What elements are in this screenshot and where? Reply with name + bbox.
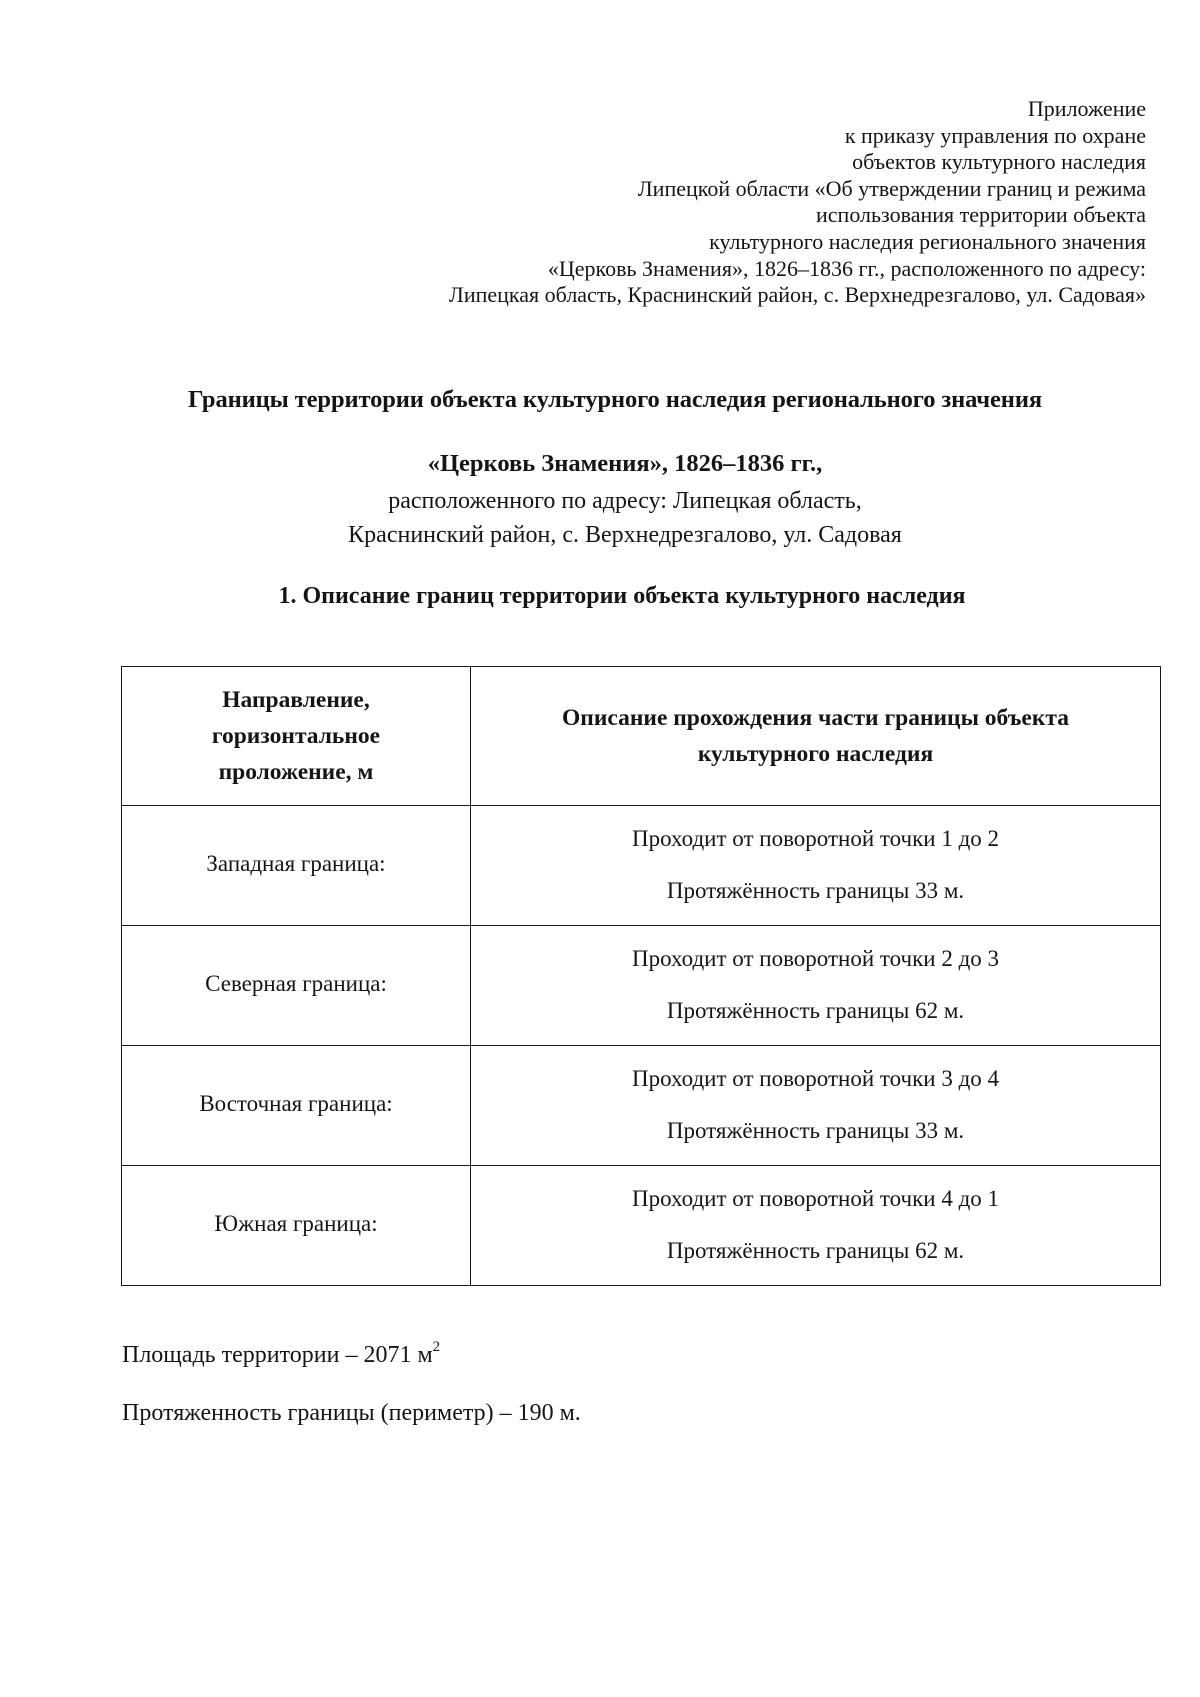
- header-text: проложение, м: [218, 759, 374, 785]
- document-title: Границы территории объекта культурного наследия регионального значения: [187, 386, 1042, 413]
- boundary-description: [471, 806, 1161, 926]
- appendix-line: Липецкая область, Краснинский район, с. Верхнедрезгалово, ул. Садовая»: [448, 282, 1146, 308]
- object-address: [0, 484, 1200, 552]
- boundary-direction: Восточная граница:: [122, 1046, 471, 1166]
- header-text: культурного наследия: [697, 741, 934, 767]
- perimeter-summary: Протяженность границы (периметр) – 190 м.: [122, 1400, 581, 1426]
- boundary-length: Протяжённость границы 62 м.: [666, 997, 965, 1023]
- boundary-description: [471, 1166, 1161, 1286]
- table-row: [122, 1046, 1161, 1166]
- appendix-line: к приказу управления по охране: [844, 122, 1146, 148]
- section-heading: 1. Описание границ территории объекта культурного наследия: [278, 583, 966, 609]
- header-text: Направление,: [222, 687, 370, 713]
- area-text: Площадь территории – 2071 м: [122, 1342, 433, 1368]
- appendix-header: [326, 96, 1146, 309]
- boundary-direction: Северная граница:: [122, 926, 471, 1046]
- boundary-length: Протяжённость границы 33 м.: [666, 877, 965, 903]
- boundary-direction: Западная граница:: [122, 806, 471, 926]
- boundary-passes: Проходит от поворотной точки 3 до 4: [631, 1065, 1000, 1091]
- table-row: [122, 1166, 1161, 1286]
- boundary-passes: Проходит от поворотной точки 2 до 3: [631, 945, 1000, 971]
- object-name: «Церковь Знамения», 1826–1836 гг.,: [427, 450, 823, 477]
- boundary-length: Протяжённость границы 62 м.: [666, 1237, 965, 1263]
- address-line: расположенного по адресу: Липецкая область,: [388, 488, 862, 514]
- boundary-passes: Проходит от поворотной точки 4 до 1: [631, 1185, 1000, 1211]
- area-summary: [122, 1339, 441, 1369]
- appendix-line: Приложение: [1027, 96, 1146, 121]
- header-text: горизонтальное: [211, 723, 381, 749]
- address-line: Краснинский район, с. Верхнедрезгалово, ул. Садовая: [348, 522, 902, 548]
- table-row: [122, 806, 1161, 926]
- boundary-length: Протяжённость границы 33 м.: [666, 1117, 965, 1143]
- boundary-direction: Южная граница:: [122, 1166, 471, 1286]
- header-text: Описание прохождения части границы объекта: [562, 705, 1069, 731]
- direction-column-header: [122, 667, 471, 806]
- appendix-line: Липецкой области «Об утверждении границ и режима: [637, 175, 1146, 201]
- area-superscript: 2: [432, 1339, 441, 1355]
- appendix-line: «Церковь Знамения», 1826–1836 гг., расположенного по адресу:: [547, 255, 1146, 281]
- appendix-line: объектов культурного наследия: [852, 149, 1146, 175]
- boundary-description: [471, 926, 1161, 1046]
- table-header-row: [122, 667, 1161, 806]
- appendix-line: использования территории объекта: [816, 202, 1146, 228]
- appendix-line: культурного наследия регионального значения: [709, 228, 1146, 254]
- boundaries-table: [121, 666, 1161, 1286]
- boundary-description: [471, 1046, 1161, 1166]
- boundary-passes: Проходит от поворотной точки 1 до 2: [631, 825, 1000, 851]
- table-row: [122, 926, 1161, 1046]
- description-column-header: [471, 667, 1161, 806]
